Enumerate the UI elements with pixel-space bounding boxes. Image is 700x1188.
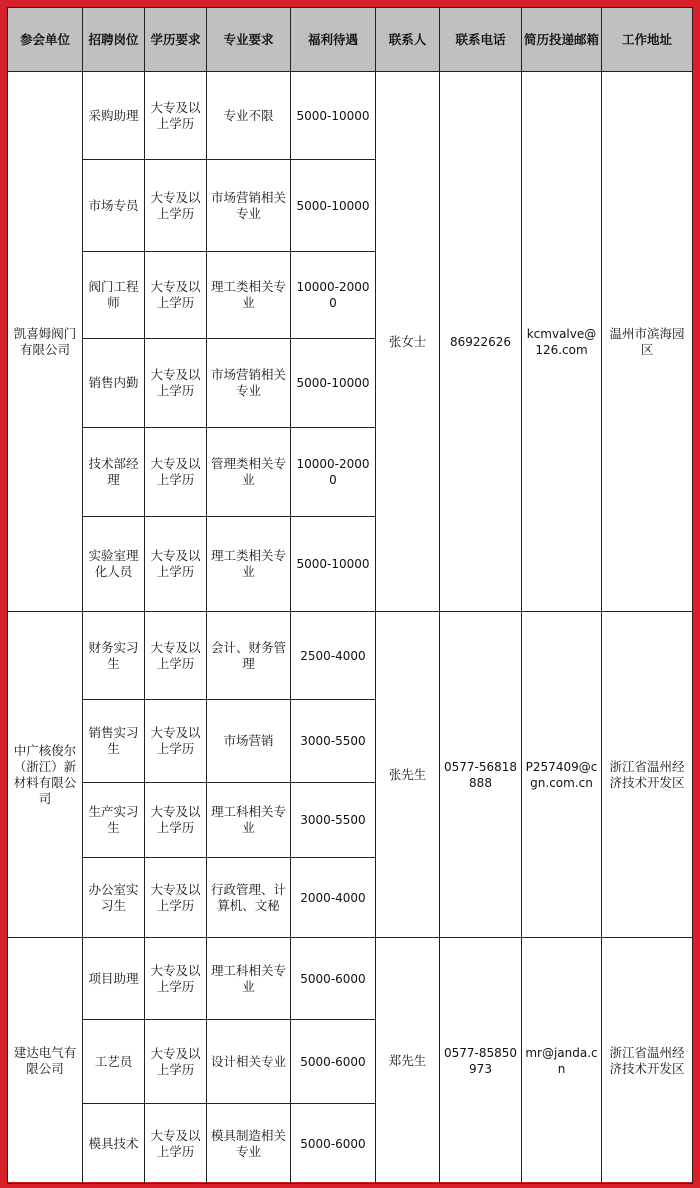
job-salary: 10000-20000 <box>291 252 376 339</box>
job-position: 项目助理 <box>83 938 145 1020</box>
job-education: 大专及以上学历 <box>145 428 207 517</box>
contact-email: mr@janda.cn <box>522 938 602 1184</box>
contact-person: 张先生 <box>376 612 440 938</box>
work-address: 温州市滨海园区 <box>602 72 693 612</box>
company-name: 凯喜姆阀门有限公司 <box>8 72 83 612</box>
header-education: 学历要求 <box>145 8 207 72</box>
contact-email: P257409@cgn.com.cn <box>522 612 602 938</box>
job-education: 大专及以上学历 <box>145 160 207 252</box>
contact-person: 郑先生 <box>376 938 440 1184</box>
job-major: 理工类相关专业 <box>207 252 291 339</box>
job-salary: 2500-4000 <box>291 612 376 700</box>
job-position: 技术部经理 <box>83 428 145 517</box>
job-position: 财务实习生 <box>83 612 145 700</box>
header-contact: 联系人 <box>376 8 440 72</box>
work-address: 浙江省温州经济技术开发区 <box>602 938 693 1184</box>
job-major: 市场营销相关专业 <box>207 160 291 252</box>
job-position: 实验室理化人员 <box>83 517 145 612</box>
job-salary: 5000-10000 <box>291 160 376 252</box>
job-salary: 5000-6000 <box>291 1020 376 1104</box>
job-major: 专业不限 <box>207 72 291 160</box>
contact-phone: 0577-56818888 <box>440 612 522 938</box>
job-education: 大专及以上学历 <box>145 339 207 428</box>
job-salary: 5000-6000 <box>291 1104 376 1184</box>
job-major: 会计、财务管理 <box>207 612 291 700</box>
job-position: 生产实习生 <box>83 783 145 858</box>
job-position: 销售实习生 <box>83 700 145 783</box>
job-salary: 2000-4000 <box>291 858 376 938</box>
header-salary: 福利待遇 <box>291 8 376 72</box>
contact-phone: 86922626 <box>440 72 522 612</box>
contact-email: kcmvalve@126.com <box>522 72 602 612</box>
header-position: 招聘岗位 <box>83 8 145 72</box>
job-position: 工艺员 <box>83 1020 145 1104</box>
company-name: 中广核俊尔（浙江）新材料有限公司 <box>8 612 83 938</box>
job-education: 大专及以上学历 <box>145 700 207 783</box>
job-education: 大专及以上学历 <box>145 252 207 339</box>
work-address: 浙江省温州经济技术开发区 <box>602 612 693 938</box>
job-position: 市场专员 <box>83 160 145 252</box>
job-position: 销售内勤 <box>83 339 145 428</box>
table-row <box>8 938 693 1020</box>
contact-person: 张女士 <box>376 72 440 612</box>
job-major: 设计相关专业 <box>207 1020 291 1104</box>
job-education: 大专及以上学历 <box>145 938 207 1020</box>
job-education: 大专及以上学历 <box>145 1020 207 1104</box>
job-major: 行政管理、计算机、文秘 <box>207 858 291 938</box>
job-position: 采购助理 <box>83 72 145 160</box>
company-name: 建达电气有限公司 <box>8 938 83 1184</box>
job-major: 理工类相关专业 <box>207 517 291 612</box>
job-major: 理工科相关专业 <box>207 783 291 858</box>
contact-phone: 0577-85850973 <box>440 938 522 1184</box>
job-salary: 5000-10000 <box>291 72 376 160</box>
job-major: 市场营销相关专业 <box>207 339 291 428</box>
job-position: 阀门工程师 <box>83 252 145 339</box>
header-company: 参会单位 <box>8 8 83 72</box>
table-row <box>8 72 693 160</box>
job-major: 模具制造相关专业 <box>207 1104 291 1184</box>
job-education: 大专及以上学历 <box>145 612 207 700</box>
recruitment-table <box>7 7 693 1184</box>
job-education: 大专及以上学历 <box>145 858 207 938</box>
header-row <box>8 8 693 72</box>
job-salary: 3000-5500 <box>291 700 376 783</box>
job-education: 大专及以上学历 <box>145 517 207 612</box>
job-education: 大专及以上学历 <box>145 783 207 858</box>
job-salary: 3000-5500 <box>291 783 376 858</box>
job-education: 大专及以上学历 <box>145 72 207 160</box>
header-email: 简历投递邮箱 <box>522 8 602 72</box>
job-position: 办公室实习生 <box>83 858 145 938</box>
job-major: 理工科相关专业 <box>207 938 291 1020</box>
job-salary: 5000-10000 <box>291 517 376 612</box>
job-position: 模具技术 <box>83 1104 145 1184</box>
header-major: 专业要求 <box>207 8 291 72</box>
job-education: 大专及以上学历 <box>145 1104 207 1184</box>
header-address: 工作地址 <box>602 8 693 72</box>
job-salary: 5000-10000 <box>291 339 376 428</box>
job-major: 市场营销 <box>207 700 291 783</box>
job-salary: 5000-6000 <box>291 938 376 1020</box>
job-major: 管理类相关专业 <box>207 428 291 517</box>
job-salary: 10000-20000 <box>291 428 376 517</box>
table-row <box>8 612 693 700</box>
header-phone: 联系电话 <box>440 8 522 72</box>
